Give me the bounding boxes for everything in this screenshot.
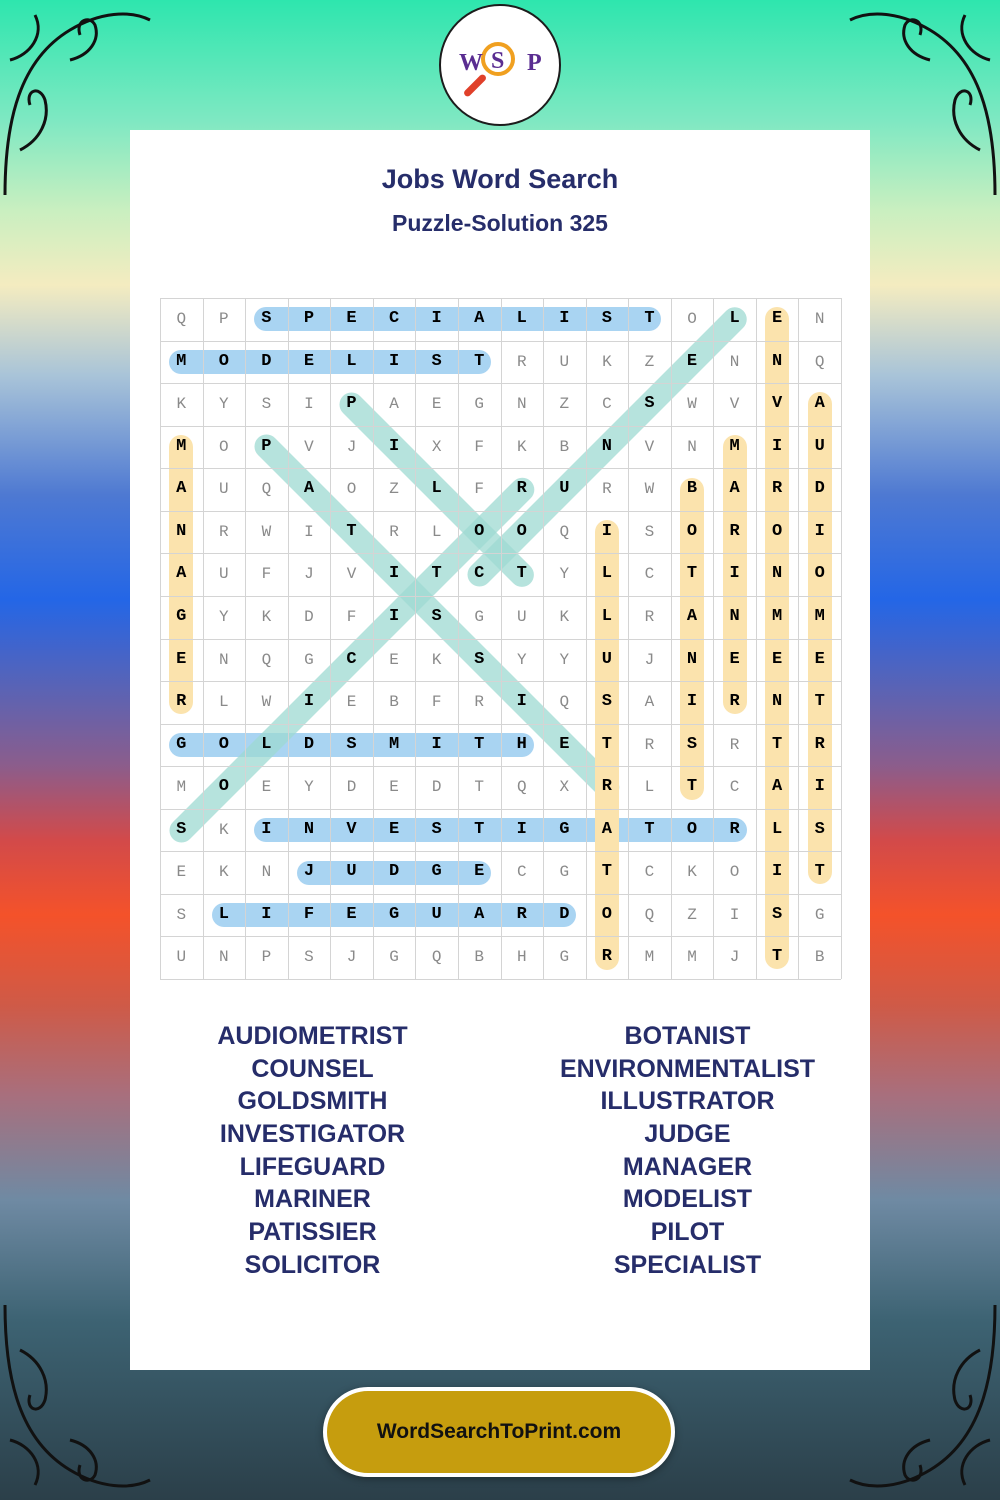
grid-cell[interactable]: D xyxy=(559,904,570,924)
grid-cell[interactable]: U xyxy=(814,436,825,456)
word-list-item: COUNSEL xyxy=(251,1054,374,1083)
grid-cell[interactable]: L xyxy=(219,693,229,712)
grid-cell[interactable]: P xyxy=(346,394,357,414)
grid-cell[interactable]: E xyxy=(559,734,570,754)
grid-cell[interactable]: S xyxy=(686,734,698,754)
grid-cell[interactable]: Z xyxy=(559,395,570,414)
page-title: Jobs Word Search xyxy=(381,164,619,194)
word-list-left-column xyxy=(130,1020,495,1282)
grid-cell[interactable]: I xyxy=(388,606,400,626)
grid-cell[interactable]: N xyxy=(219,650,229,669)
grid-cell[interactable]: S xyxy=(601,309,612,328)
grid-cell[interactable]: N xyxy=(772,351,783,371)
grid-cell[interactable]: U xyxy=(431,904,442,924)
grid-cell[interactable]: I xyxy=(304,522,314,541)
grid-cell[interactable]: J xyxy=(644,650,655,669)
grid-cell[interactable]: J xyxy=(729,948,740,967)
grid-cell[interactable]: I xyxy=(516,692,527,712)
grid-cell[interactable]: I xyxy=(729,564,740,584)
grid-cell[interactable]: C xyxy=(346,649,357,669)
grid-cell[interactable]: Y xyxy=(219,607,229,626)
grid-cell[interactable]: L xyxy=(772,819,783,839)
grid-cell[interactable]: O xyxy=(686,521,698,541)
grid-cell[interactable]: A xyxy=(303,479,315,499)
grid-cell[interactable]: I xyxy=(686,692,698,712)
grid-cell[interactable]: G xyxy=(176,734,187,754)
grid-cell[interactable]: G xyxy=(559,863,570,882)
grid-cell[interactable]: J xyxy=(346,437,357,456)
website-label: WordSearchToPrint.com xyxy=(376,1420,622,1443)
word-list-item: LIFEGUARD xyxy=(239,1152,386,1181)
grid-cell[interactable]: J xyxy=(304,565,314,584)
word-list-item: JUDGE xyxy=(644,1120,731,1149)
grid-cell[interactable]: S xyxy=(176,905,187,924)
grid-cell[interactable]: I xyxy=(814,777,825,797)
grid-cell[interactable]: U xyxy=(559,352,570,371)
grid-cell[interactable]: X xyxy=(431,437,442,456)
grid-cell[interactable]: F xyxy=(261,565,272,584)
grid-cell[interactable]: Z xyxy=(389,480,399,499)
grid-cell[interactable]: I xyxy=(814,521,825,541)
grid-cell[interactable]: S xyxy=(261,309,272,328)
grid-cell[interactable]: E xyxy=(346,693,357,712)
grid-cell[interactable]: E xyxy=(346,309,357,328)
grid-cell[interactable]: A xyxy=(772,777,783,797)
grid-cell[interactable]: M xyxy=(814,606,825,626)
grid-cell[interactable]: Z xyxy=(687,905,697,924)
grid-cell[interactable]: T xyxy=(772,947,783,967)
grid-cell[interactable]: G xyxy=(304,650,314,669)
grid-cell[interactable]: T xyxy=(686,777,698,797)
grid-cell[interactable]: V xyxy=(346,565,357,584)
grid-cell[interactable]: M xyxy=(176,436,187,456)
grid-cell[interactable]: E xyxy=(176,863,187,882)
grid-cell[interactable]: D xyxy=(814,479,825,499)
grid-cell[interactable]: I xyxy=(388,351,400,371)
grid-cell[interactable]: I xyxy=(729,905,740,924)
grid-cell[interactable]: K xyxy=(431,650,442,669)
grid-cell[interactable]: S xyxy=(304,948,314,967)
grid-cell[interactable]: G xyxy=(559,819,570,839)
grid-cell[interactable]: O xyxy=(218,777,229,797)
grid-cell[interactable]: Y xyxy=(559,565,570,584)
grid-cell[interactable]: S xyxy=(431,606,442,626)
word-list-item: PILOT xyxy=(650,1218,725,1247)
grid-cell[interactable]: W xyxy=(261,693,272,712)
grid-cell[interactable]: I xyxy=(261,819,272,839)
grid-cell[interactable]: A xyxy=(686,606,698,626)
grid-cell[interactable]: K xyxy=(516,437,527,456)
grid-cell[interactable]: L xyxy=(516,309,527,328)
grid-cell[interactable]: E xyxy=(474,862,485,882)
grid-cell[interactable]: S xyxy=(261,395,272,414)
word-list-item: SPECIALIST xyxy=(613,1250,762,1279)
grid-cell[interactable]: T xyxy=(474,351,485,371)
grid-cell[interactable]: R xyxy=(772,479,783,499)
word-list-item: ENVIRONMENTALIST xyxy=(559,1054,816,1083)
grid-cell[interactable]: L xyxy=(601,564,612,584)
grid-cell[interactable]: D xyxy=(303,734,315,754)
word-list-right-column xyxy=(500,1020,875,1282)
grid-cell[interactable]: K xyxy=(602,352,612,371)
grid-cell[interactable]: G xyxy=(559,948,570,967)
word-list-item: ILLUSTRATOR xyxy=(600,1087,775,1116)
word-list-item: GOLDSMITH xyxy=(237,1087,388,1116)
grid-cell[interactable]: P xyxy=(261,436,272,456)
grid-cell[interactable]: K xyxy=(559,607,570,626)
grid-cell[interactable]: A xyxy=(601,819,612,839)
grid-cell[interactable]: C xyxy=(644,565,655,584)
grid-cell[interactable]: R xyxy=(176,692,187,712)
grid-cell[interactable]: R xyxy=(389,522,399,541)
grid-cell[interactable]: Q xyxy=(516,778,527,797)
grid-cell[interactable]: Y xyxy=(219,395,229,414)
grid-cell[interactable]: O xyxy=(772,521,783,541)
word-search-grid[interactable] xyxy=(160,298,841,979)
grid-cell[interactable]: O xyxy=(687,310,697,328)
grid-cell[interactable]: N xyxy=(261,863,272,882)
grid-cell[interactable]: S xyxy=(176,819,187,839)
grid-cell[interactable]: H xyxy=(516,948,527,967)
grid-cell[interactable]: I xyxy=(388,564,400,584)
grid-cell[interactable]: J xyxy=(303,862,315,882)
grid-cell[interactable]: K xyxy=(219,863,229,882)
grid-cell[interactable]: G xyxy=(388,904,400,924)
grid-cell[interactable]: T xyxy=(644,309,655,328)
word-list-item: AUDIOMETRIST xyxy=(217,1022,408,1050)
grid-cell[interactable]: N xyxy=(219,948,229,967)
grid-cell[interactable]: R xyxy=(729,521,740,541)
grid-cell[interactable]: I xyxy=(772,436,783,456)
grid-cell[interactable]: U xyxy=(219,565,229,584)
grid-cell[interactable]: H xyxy=(516,734,527,754)
grid-cell[interactable]: P xyxy=(303,309,315,328)
grid-cell[interactable]: W xyxy=(644,480,655,499)
grid-cell[interactable]: B xyxy=(814,948,825,967)
grid-cell[interactable]: L xyxy=(431,522,442,541)
grid-cell[interactable]: E xyxy=(772,309,783,328)
grid-cell[interactable]: T xyxy=(516,564,527,584)
grid-cell[interactable]: O xyxy=(474,521,485,541)
grid-cell[interactable]: N xyxy=(601,436,612,456)
grid-cell[interactable]: O xyxy=(218,351,229,371)
grid-cell[interactable]: S xyxy=(644,522,655,541)
grid-cell[interactable]: I xyxy=(388,436,400,456)
grid-cell[interactable]: R xyxy=(602,480,612,499)
grid-cell[interactable]: S xyxy=(431,351,442,371)
grid-cell[interactable]: R xyxy=(219,522,229,541)
grid-cell[interactable]: Z xyxy=(644,352,655,371)
grid-cell[interactable]: C xyxy=(602,395,612,414)
grid-cell[interactable]: Q xyxy=(559,693,570,712)
grid-cell[interactable]: T xyxy=(772,734,783,754)
grid-cell[interactable]: V xyxy=(346,819,357,839)
grid-cell[interactable]: U xyxy=(516,607,527,626)
grid-cell[interactable]: O xyxy=(729,863,740,882)
website-badge[interactable] xyxy=(323,1387,675,1477)
grid-cell[interactable]: A xyxy=(474,309,485,328)
grid-cell[interactable]: K xyxy=(687,863,697,882)
grid-cell[interactable]: E xyxy=(261,778,272,797)
grid-cell[interactable]: T xyxy=(644,819,655,839)
grid-cell[interactable]: A xyxy=(176,479,187,499)
grid-cell[interactable]: A xyxy=(176,564,187,584)
grid-cell[interactable]: I xyxy=(304,395,314,414)
grid-cell[interactable]: Q xyxy=(431,948,442,967)
grid-cell[interactable]: R xyxy=(516,904,527,924)
grid-cell[interactable]: I xyxy=(431,734,442,754)
grid-cell[interactable]: I xyxy=(559,309,570,328)
grid-cell[interactable]: T xyxy=(474,734,485,754)
grid-cell[interactable]: R xyxy=(729,735,740,754)
grid-cell[interactable]: O xyxy=(219,437,229,456)
grid-cell[interactable]: K xyxy=(176,395,187,414)
grid-line-h xyxy=(160,979,841,980)
grid-cell[interactable]: R xyxy=(644,735,655,754)
grid-cell[interactable]: G xyxy=(431,862,442,882)
page-subtitle: Puzzle-Solution 325 xyxy=(392,210,608,236)
grid-cell[interactable]: N xyxy=(686,649,698,669)
grid-cell[interactable]: U xyxy=(601,649,612,669)
grid-cell[interactable]: O xyxy=(218,734,229,754)
grid-cell[interactable]: S xyxy=(431,819,442,839)
grid-cell[interactable]: N xyxy=(687,437,697,456)
grid-cell[interactable]: I xyxy=(261,904,272,924)
grid-cell[interactable]: E xyxy=(303,351,315,371)
grid-cell[interactable]: Y xyxy=(304,778,314,797)
grid-cell[interactable]: V xyxy=(729,395,740,414)
grid-cell[interactable]: R xyxy=(516,352,527,371)
word-list-item: PATISSIER xyxy=(248,1218,377,1247)
grid-cell[interactable]: L xyxy=(729,309,740,328)
grid-cell[interactable]: M xyxy=(176,778,187,797)
grid-cell[interactable]: T xyxy=(601,862,612,882)
grid-cell[interactable]: S xyxy=(346,734,357,754)
grid-cell[interactable]: K xyxy=(261,607,272,626)
grid-cell[interactable]: F xyxy=(431,693,442,712)
grid-cell[interactable]: R xyxy=(814,734,825,754)
grid-cell[interactable]: W xyxy=(261,522,272,541)
grid-cell[interactable]: Y xyxy=(516,650,527,669)
grid-cell[interactable]: E xyxy=(431,395,442,414)
grid-cell[interactable]: I xyxy=(431,309,442,328)
grid-cell[interactable]: E xyxy=(389,650,399,669)
grid-cell[interactable]: Q xyxy=(644,905,655,924)
grid-cell[interactable]: B xyxy=(559,437,570,456)
grid-cell[interactable]: P xyxy=(261,948,272,967)
word-list-item: SOLICITOR xyxy=(244,1250,381,1279)
grid-cell[interactable]: T xyxy=(601,734,612,754)
grid-cell[interactable]: N xyxy=(516,395,527,414)
grid-cell[interactable]: E xyxy=(388,819,400,839)
grid-cell[interactable]: S xyxy=(814,819,825,839)
grid-cell[interactable]: L xyxy=(431,479,442,499)
grid-cell[interactable]: G xyxy=(474,607,484,626)
word-list-item: BOTANIST xyxy=(624,1022,751,1050)
grid-cell[interactable]: D xyxy=(304,607,314,626)
grid-cell[interactable]: X xyxy=(559,778,570,797)
grid-cell[interactable]: V xyxy=(304,437,314,456)
grid-cell[interactable]: E xyxy=(346,904,357,924)
grid-cell[interactable]: R xyxy=(729,692,740,712)
grid-cell[interactable]: T xyxy=(431,564,442,584)
grid-cell[interactable]: A xyxy=(389,395,399,414)
grid-cell[interactable]: B xyxy=(474,948,484,967)
grid-cell[interactable]: V xyxy=(644,437,655,456)
grid-cell[interactable]: E xyxy=(772,649,783,669)
grid-cell[interactable]: N xyxy=(814,310,825,328)
grid-cell[interactable]: L xyxy=(346,351,357,371)
grid-cell[interactable]: U xyxy=(346,862,357,882)
grid-cell[interactable]: E xyxy=(389,778,399,797)
grid-cell[interactable]: D xyxy=(261,351,272,371)
grid-cell[interactable]: T xyxy=(814,862,825,882)
grid-cell[interactable]: M xyxy=(176,351,187,371)
grid-cell[interactable]: A xyxy=(474,904,485,924)
grid-cell[interactable]: I xyxy=(772,862,783,882)
grid-cell[interactable]: I xyxy=(516,819,527,839)
grid-cell[interactable]: O xyxy=(601,904,612,924)
grid-cell[interactable]: N xyxy=(729,606,740,626)
grid-cell[interactable]: B xyxy=(389,693,399,712)
grid-cell[interactable]: G xyxy=(474,395,484,414)
grid-cell[interactable]: O xyxy=(346,480,357,499)
grid-cell[interactable]: T xyxy=(474,819,485,839)
grid-cell[interactable]: Q xyxy=(176,310,187,328)
grid-cell[interactable]: V xyxy=(772,394,783,414)
grid-cell[interactable]: G xyxy=(389,948,399,967)
logo-letter-w: W xyxy=(459,50,483,76)
grid-cell[interactable]: Q xyxy=(261,480,272,499)
grid-cell[interactable]: N xyxy=(176,521,187,541)
grid-cell[interactable]: C xyxy=(516,863,527,882)
grid-cell[interactable]: U xyxy=(559,479,570,499)
grid-cell[interactable]: P xyxy=(219,310,229,328)
grid-cell[interactable]: M xyxy=(772,606,783,626)
word-list-item: MANAGER xyxy=(622,1152,753,1181)
grid-cell[interactable]: C xyxy=(729,778,740,797)
grid-cell[interactable]: I xyxy=(303,692,315,712)
grid-cell[interactable]: R xyxy=(474,693,484,712)
grid-cell[interactable]: A xyxy=(729,479,740,499)
grid-cell[interactable]: T xyxy=(686,564,698,584)
grid-cell[interactable]: T xyxy=(814,692,825,712)
grid-cell[interactable]: R xyxy=(516,479,527,499)
word-list-item: MARINER xyxy=(254,1185,371,1214)
word-list-item: INVESTIGATOR xyxy=(219,1120,406,1149)
grid-cell[interactable]: I xyxy=(601,521,612,541)
grid-cell[interactable]: R xyxy=(601,947,612,967)
grid-cell[interactable]: G xyxy=(176,606,187,626)
grid-cell[interactable]: D xyxy=(346,778,357,797)
grid-cell[interactable]: O xyxy=(814,564,825,584)
grid-cell[interactable]: J xyxy=(346,948,357,967)
word-list xyxy=(130,1020,870,1290)
grid-cell[interactable]: N xyxy=(729,352,740,371)
grid-cell[interactable]: F xyxy=(303,904,315,924)
logo-letter-s: S xyxy=(491,48,505,74)
grid-cell[interactable]: S xyxy=(601,692,612,712)
grid-cell[interactable]: U xyxy=(176,948,187,967)
grid-cell[interactable]: C xyxy=(388,309,400,328)
grid-line-v xyxy=(841,298,842,979)
grid-cell[interactable]: M xyxy=(729,436,740,456)
grid-cell[interactable]: A xyxy=(644,693,655,712)
grid-cell[interactable]: E xyxy=(814,649,825,669)
grid-cell[interactable]: L xyxy=(261,734,272,754)
grid-cell[interactable]: S xyxy=(474,649,485,669)
grid-cell[interactable]: E xyxy=(686,351,698,371)
wsp-logo[interactable] xyxy=(439,4,561,126)
grid-cell[interactable]: E xyxy=(729,649,740,669)
grid-cell[interactable]: C xyxy=(474,564,485,584)
grid-cell[interactable]: E xyxy=(176,649,187,669)
grid-cell[interactable]: K xyxy=(219,820,229,839)
grid-cell[interactable]: G xyxy=(814,905,825,924)
grid-cell[interactable]: R xyxy=(729,819,740,839)
grid-cell[interactable]: O xyxy=(686,819,698,839)
grid-cell[interactable]: T xyxy=(474,778,484,797)
grid-cell[interactable]: L xyxy=(601,606,612,626)
grid-cell[interactable]: D xyxy=(388,862,400,882)
grid-cell[interactable]: F xyxy=(346,607,357,626)
logo-letter-p: P xyxy=(527,50,542,76)
grid-cell[interactable]: L xyxy=(644,778,655,797)
grid-cell[interactable]: Q xyxy=(559,522,570,541)
word-list-item: MODELIST xyxy=(622,1185,753,1214)
grid-cell[interactable]: Y xyxy=(559,650,570,669)
grid-cell[interactable]: F xyxy=(474,480,484,499)
grid-cell[interactable]: N xyxy=(772,692,783,712)
grid-cell[interactable]: S xyxy=(644,394,655,414)
grid-cell[interactable]: O xyxy=(516,521,527,541)
grid-cell[interactable]: Q xyxy=(814,352,825,371)
grid-cell[interactable]: M xyxy=(687,948,697,967)
grid-cell[interactable]: B xyxy=(686,479,698,499)
grid-cell[interactable]: N xyxy=(303,819,315,839)
grid-cell[interactable]: L xyxy=(218,904,229,924)
grid-cell[interactable]: M xyxy=(644,948,655,967)
grid-cell[interactable]: N xyxy=(772,564,783,584)
grid-cell[interactable]: W xyxy=(687,395,697,414)
grid-cell[interactable]: R xyxy=(601,777,612,797)
grid-cell[interactable]: F xyxy=(474,437,484,456)
grid-cell[interactable]: Q xyxy=(261,650,272,669)
grid-cell[interactable]: S xyxy=(772,904,783,924)
grid-cell[interactable]: M xyxy=(388,734,400,754)
grid-cell[interactable]: R xyxy=(644,607,655,626)
grid-cell[interactable]: U xyxy=(219,480,229,499)
grid-cell[interactable]: A xyxy=(814,394,825,414)
grid-cell[interactable]: T xyxy=(346,521,357,541)
grid-cell[interactable]: C xyxy=(644,863,655,882)
grid-cell[interactable]: D xyxy=(431,778,442,797)
